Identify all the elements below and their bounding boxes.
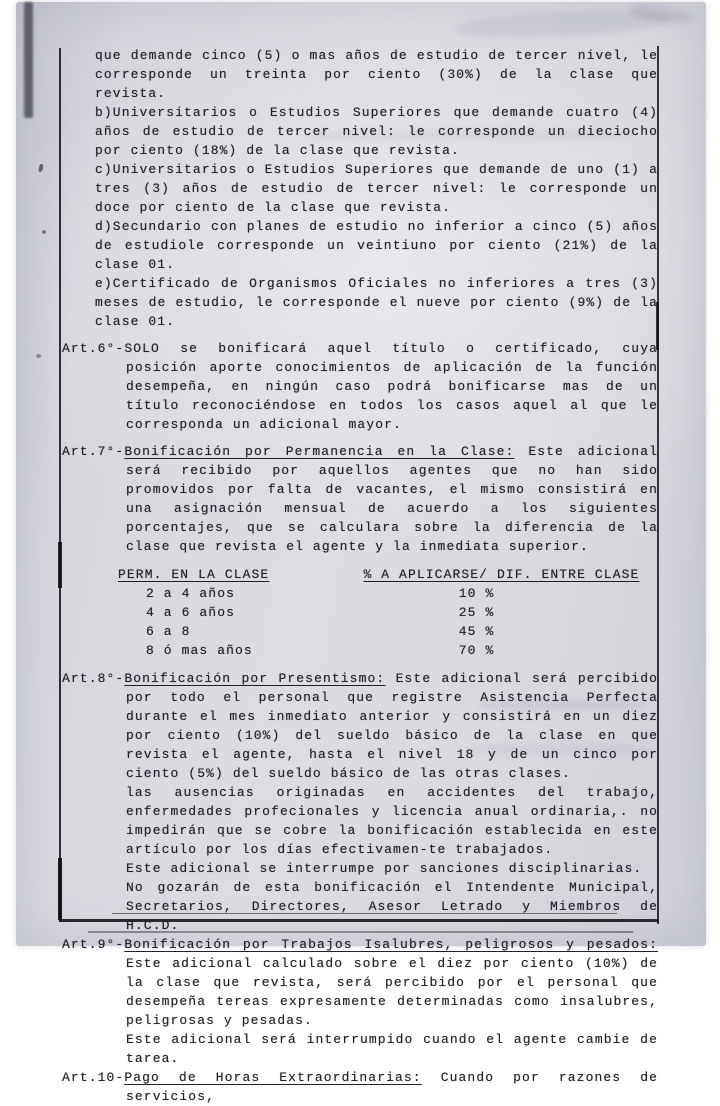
article-7: [62, 442, 658, 556]
table-cell-percent: 25 %: [458, 605, 495, 620]
table-cell-percent: 10 %: [458, 586, 495, 601]
article-10: [62, 1068, 658, 1106]
article-7-label: Art.7°-: [62, 444, 125, 459]
permanence-table: [118, 565, 658, 660]
table-row: [118, 584, 658, 603]
article-10-text: Cuando por razones de servicios,: [126, 1070, 658, 1104]
table-row: [118, 603, 658, 622]
article-6-paragraph: [62, 339, 658, 434]
list-item-c: c)Universitarios o Estudios Superiores que demande de uno (1) a tres (3) años de estudio de tercer nivel: le corresponde un doce por ciento de la clase que revista.: [95, 162, 658, 215]
article-7-heading: Bonificación por Permanencia en la Clase:: [124, 444, 515, 459]
document-body: [62, 46, 658, 1106]
table-cell-years: 8 ó mas años: [146, 643, 253, 658]
table-cell-years: 2 a 4 años: [146, 586, 236, 601]
article-9-paragraph: [62, 935, 658, 1030]
article-10-label: Art.10-: [62, 1070, 125, 1085]
list-item-d: d)Secundario con planes de estudio no inferior a cinco (5) años de estudiole corresponde un veintiuno por ciento (21%) de la clase 01.: [95, 219, 658, 272]
scan-edge-smudge: [24, 2, 33, 118]
ink-speck: [36, 354, 41, 358]
article-8-paragraph-4: No gozarán de esta bonificación el Intendente Municipal, Secretarios, Directores, Asesor Letrado y Miembros de H.C.D.: [126, 880, 658, 933]
table-cell-percent: 45 %: [458, 624, 495, 639]
article-9-paragraph-2: Este adicional será interrumpido cuando el agente cambie de tarea.: [126, 1032, 658, 1066]
table-header-row: [118, 565, 658, 584]
article-6-label: Art.6°-: [62, 341, 125, 356]
article-6-text: SOLO se bonificará aquel título o certificado, cuya posición aporte conocimientos de aplicación de la función desempeña, en ningún caso podrá bonificarse mas de un título reconociéndose en todos los casos aquel al que le corresponda un adicional mayor.: [124, 341, 658, 432]
article-8-paragraph-3: Este adicional se interrumpe por sanciones disciplinarias.: [126, 861, 643, 876]
ink-speck: [42, 230, 46, 234]
article-7-text: Este adicional será recibido por aquellos agentes que no han sido promovidos por falta de vacantes, el mismo consistirá en una asignación mensual de acuerdo a los siguientes porcentajes, que se calculara sobre la diferencia de la clase que revista el agente y la inmediata superior.: [126, 444, 658, 554]
article5-continuation-block: [95, 46, 658, 331]
table-row: [118, 622, 658, 641]
document-scan: [16, 2, 706, 1104]
article-9-label: Art.9°-: [62, 937, 125, 952]
article-8-heading: Bonificación por Presentismo:: [124, 671, 386, 686]
article-8: [62, 669, 658, 935]
article-9: [62, 935, 658, 1068]
article-8-text: Este adicional será percibido por todo el personal que registre Asistencia Perfecta durante el mes inmediato anterior y consistirá en un diez por ciento (10%) del sueldo básico de la clase en que revista el agente, hasta el nivel 18 y de un cinco por ciento (5%) del sueldo básico de las otras clases.: [126, 671, 659, 781]
ink-speck: [38, 164, 44, 173]
table-header-percentage: % A APLICARSE/ DIF. ENTRE CLASE: [363, 567, 640, 582]
article-10-paragraph: [62, 1068, 658, 1106]
table-header-permanence: PERM. EN LA CLASE: [118, 567, 270, 582]
article-7-paragraph: [62, 442, 658, 556]
article-9-text: Este adicional calculado sobre el diez por ciento (10%) de la clase que revista, será percibido por el personal que desempeña tereas expresamente determinadas como insalubres, peligrosas y pesadas.: [126, 956, 658, 1028]
paragraph-continuation: que demande cinco (5) o mas años de estudio de tercer nivel, le corresponde un treinta por ciento (30%) de la clase que revista.: [95, 48, 658, 101]
table-row: [118, 641, 658, 660]
table-cell-years: 4 a 6 años: [146, 605, 236, 620]
list-item-b: b)Universitarios o Estudios Superiores que demande cuatro (4) años de estudio de tercer nivel: le corresponde un dieciocho por ciento (18%) de la clase que revista.: [95, 105, 658, 158]
article-8-paragraph-2: las ausencias originadas en accidentes del trabajo, enfermedades profecionales y licencia anual ordinaria,. no impedirán que se cobre la bonificación establecida en este artículo por los días efectivamen-te trabajados.: [126, 785, 658, 857]
article-9-heading: Bonificación por Trabajos Isalubres, peligrosos y pesados:: [124, 937, 658, 952]
table-cell-percent: 70 %: [458, 643, 495, 658]
article-8-paragraph: [62, 669, 658, 783]
table-cell-years: 6 a 8: [146, 624, 191, 639]
list-item-e: e)Certificado de Organismos Oficiales no inferiores a tres (3) meses de estudio, le corresponde el nueve por ciento (9%) de la clase 01.: [95, 276, 658, 329]
article-10-heading: Pago de Horas Extraordinarias:: [124, 1070, 422, 1085]
article-8-label: Art.8°-: [62, 671, 125, 686]
article-6: [62, 339, 658, 434]
